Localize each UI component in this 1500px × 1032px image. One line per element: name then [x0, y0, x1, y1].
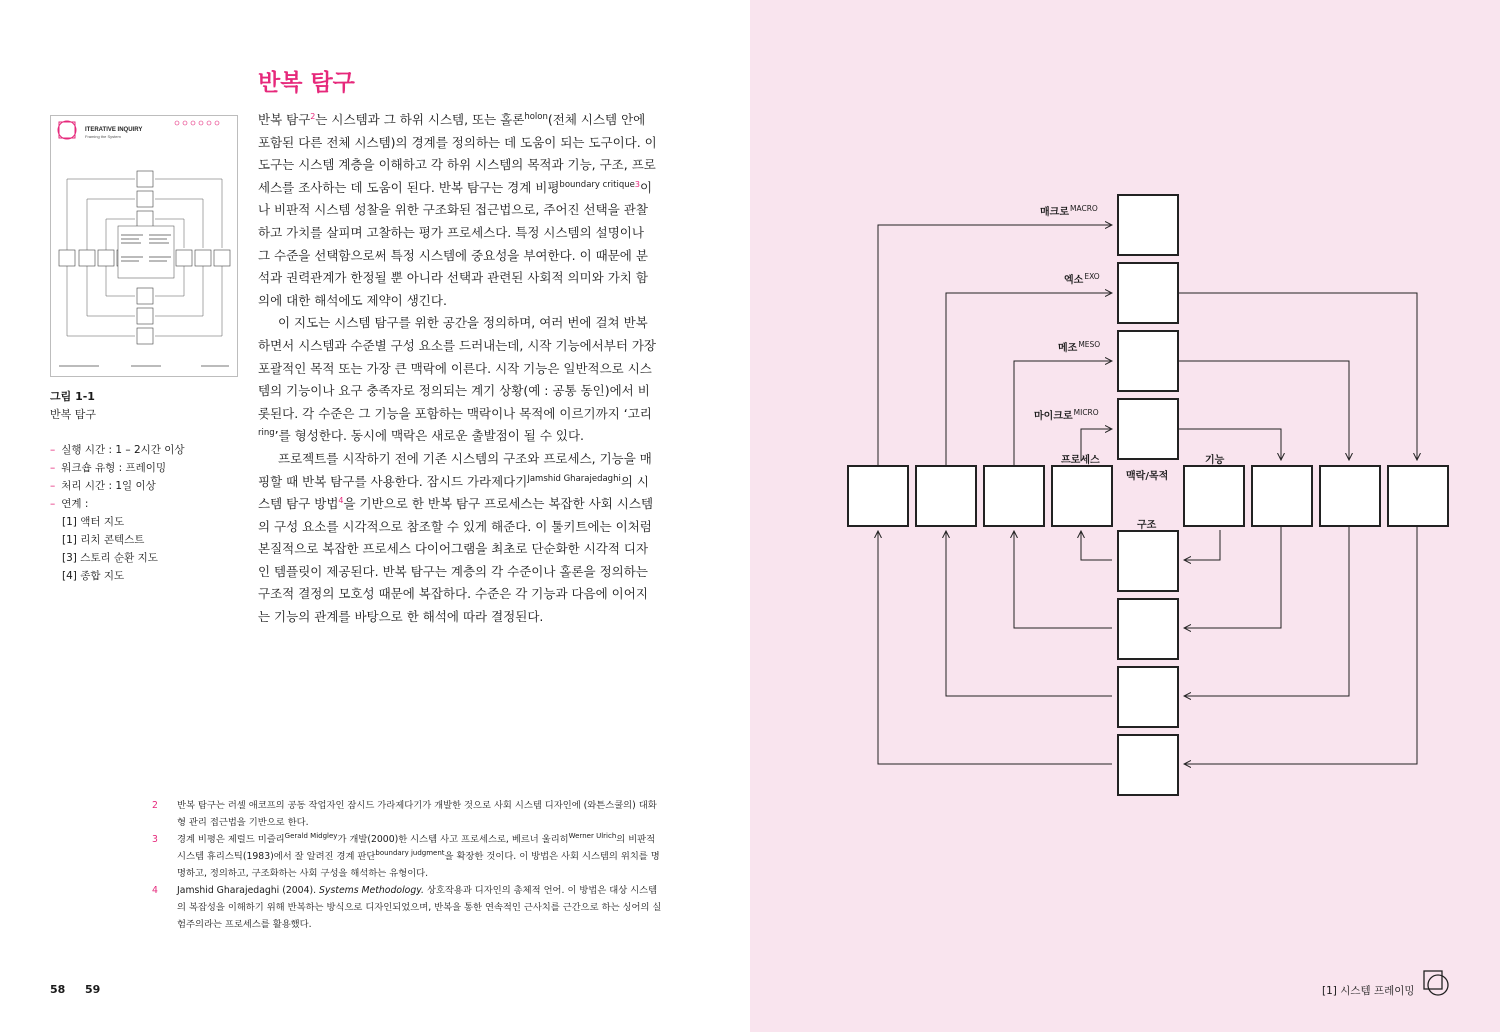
footnote: 3 경계 비평은 제럴드 미즐리$^{Gerald Midgley}$가 개발(2000)한 시스템 사고 프로세스로, 베르너 울리히$^{Werner Ulrich}$의 비판적 시스템 휴리스틱(1983)에서 잘 알려진 경계 판단$^{boundary judgment}$을 확장한 것이다. 이 방법은 사회 시스템의 위치를 명명하고, 정의하고, 구조화하는 사회 구성을 해석하는 유형이다.: [152, 831, 660, 879]
box-row: [916, 466, 976, 526]
figure-caption: 반복 탐구: [50, 408, 97, 421]
label-meso: 메조$^{MESO}$: [1058, 339, 1101, 354]
arrow-low3-up: [878, 531, 1112, 764]
related-item: [4] 종합 지도: [62, 570, 125, 582]
label-exo: 엑소$^{EXO}$: [1064, 271, 1100, 286]
gloss: Jamshid Gharajedaghi: [527, 473, 621, 484]
arrow-low1-up: [1014, 531, 1112, 628]
related-item: [1] 액터 지도: [62, 516, 125, 528]
box-row: [1320, 466, 1380, 526]
label-micro: 마이크로$^{MICRO}$: [1034, 407, 1099, 422]
box-row: [1252, 466, 1312, 526]
arrow-low2-left: [1184, 526, 1349, 696]
page-number-left: 58: [50, 983, 66, 996]
gloss: holon: [524, 111, 548, 122]
box-lower: [1118, 735, 1178, 795]
box-lower: [1118, 599, 1178, 659]
arrow-exo-down: [1178, 293, 1417, 460]
label-purpose: 맥락/목적: [1126, 471, 1169, 482]
arrow-micro-down: [1178, 429, 1281, 460]
arrow-low1-left: [1184, 526, 1281, 628]
arrow-low2-up: [946, 531, 1112, 696]
meta-duration: – 실행 시간 : 1 – 2시간 이상: [50, 444, 185, 456]
box-function: [1184, 466, 1244, 526]
arrow-structure-left: [1184, 530, 1220, 560]
box-meso: [1118, 331, 1178, 391]
body-paragraph: 반복 탐구$^2$는 시스템과 그 하위 시스템, 또는 홀론$^{holon}$(전체 시스템 안에 포함된 다른 전체 시스템)의 경계를 정의하는 데 도움이 되는 도구이다. 이 도구는 시스템 계층을 이해하고 각 하위 시스템의 목적과 기능, 구조, 프로세스를 조사하는 데 도움이 된다. 반복 탐구는 경계 비평$^{boundary critique3}$이나 비판적 시스템 성찰을 위한 구조화된 접근법으로, 주어진 선택을 관찰하고 가치를 살피며 고찰하는 평가 프로세스다. 특정 시스템의 설명이나 그 수준을 선택함으로써 특정 시스템에 중요성을 부여한다. 이 때문에 분석과 권력관계가 한정될 뿐 아니라 선택과 관련된 사회적 의미와 가치 함의에 대한 해석에도 제약이 생긴다.: [258, 111, 657, 308]
gloss: ring: [258, 428, 275, 439]
footnote-ref: 4: [338, 495, 344, 505]
box-macro: [1118, 195, 1178, 255]
label-function: 기능: [1205, 455, 1225, 466]
meta-related: – 연계 :: [50, 498, 89, 510]
page-number-right: 59: [85, 983, 101, 996]
label-process: 프로세스: [1061, 455, 1100, 466]
arrow-exo: [946, 293, 1112, 465]
arrow-structure-up: [1081, 531, 1112, 560]
footnote-ref: 3: [634, 179, 640, 189]
thumbnail-title: ITERATIVE INQUIRY: [85, 127, 143, 133]
label-macro: 매크로$^{MACRO}$: [1040, 203, 1098, 218]
box-process: [1052, 466, 1112, 526]
related-item: [3] 스토리 순환 지도: [62, 552, 158, 564]
section-icon: [1423, 970, 1451, 998]
arrow-meso-down: [1178, 361, 1349, 460]
thumbnail-subtitle: Framing the System: [85, 134, 121, 139]
footnote: 2 반복 탐구는 러셀 애코프의 공동 작업자인 잠시드 가라제다기가 개발한 것으로 사회 시스템 디자인에 (와튼스쿨의) 대화형 관리 접근법을 기반으로 한다.: [152, 800, 657, 828]
meta-processing-time: – 처리 시간 : 1일 이상: [50, 480, 156, 492]
body-paragraph: 프로젝트를 시작하기 전에 기존 시스템의 구조와 프로세스, 기능을 매핑할 때 반복 탐구를 사용한다. 잠시드 가라제다기$^{Jamshid Gharajedaghi}$의 시스템 탐구 방법$^4$을 기반으로 한 반복 탐구 프로세스는 복잡한 사회 시스템의 구성 요소를 시각적으로 참조할 수 있게 해준다. 이 툴키트에는 이처럼 본질적으로 복잡한 프로세스 다이어그램을 최초로 단순화한 시각적 디자인 템플릿이 제공된다. 반복 탐구는 계층의 각 수준이나 홀론을 정의하는 구조적 결정의 모호성 때문에 복잡하다. 수준은 각 기능과 다음에 이어지는 기능의 관계를 바탕으로 한 해석에 따라 결정된다.: [258, 450, 654, 625]
related-item: [1] 리치 콘텍스트: [62, 534, 145, 546]
box-lower: [1118, 667, 1178, 727]
gloss: boundary critique: [559, 179, 635, 190]
label-structure: 구조: [1137, 520, 1157, 531]
box-structure: [1118, 531, 1178, 591]
arrow-low3-left: [1184, 526, 1417, 764]
footnote-ref: 2: [310, 111, 316, 121]
body-paragraph: 이 지도는 시스템 탐구를 위한 공간을 정의하며, 여러 번에 걸쳐 반복하면서 시스템과 수준별 구성 요소를 드러내는데, 시작 기능에서부터 가장 포괄적인 목적 또는 가장 큰 맥락에 이른다. 시작 기능은 일반적으로 시스템의 기능이나 요구 충족자로 정의되는 계기 상황(예 : 공통 동인)에서 비롯된다. 각 수준은 그 기능을 포함하는 맥락이나 목적에 이르기까지 ‘고리$^{ring}$’를 형성한다. 동시에 맥락은 새로운 출발점이 될 수 있다.: [258, 315, 657, 444]
box-exo: [1118, 263, 1178, 323]
box-micro: [1118, 399, 1178, 459]
footnote: 4 Jamshid Gharajedaghi (2004). Systems Methodology. 상호작용과 디자인의 총체적 언어. 이 방법은 대상 시스템의 복잡성을 이해하기 위해 반복하는 방식으로 디자인되었으며, 반복을 통한 연속적인 근사치를 근간으로 하는 싱어의 실험주의라는 프로세스를 활용했다.: [152, 885, 662, 930]
box-row: [1388, 466, 1448, 526]
meta-workshop-type: – 워크숍 유형 : 프레이밍: [50, 462, 167, 474]
running-head: [1] 시스템 프레이밍: [1322, 985, 1415, 997]
page-title: 반복 탐구: [258, 70, 355, 96]
figure-label: 그림 1-1: [50, 390, 95, 403]
box-row: [848, 466, 908, 526]
box-row: [984, 466, 1044, 526]
